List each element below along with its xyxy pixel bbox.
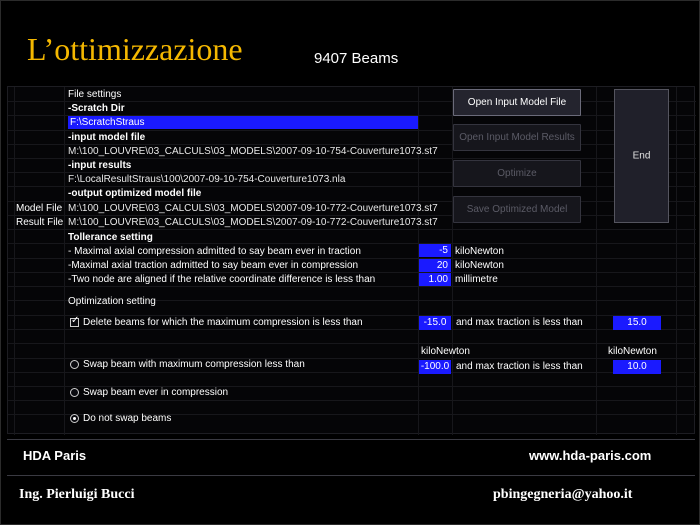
grid-line <box>8 372 696 373</box>
grid-line <box>64 87 65 435</box>
field-max-axial-traction[interactable]: 20 <box>419 259 451 272</box>
label-and-max-traction-1: and max traction is less than <box>456 317 583 328</box>
optimize-button[interactable]: Optimize <box>453 160 581 187</box>
unit-kilonewton-4: kiloNewton <box>608 346 657 357</box>
grid-line <box>8 400 696 401</box>
footer-email[interactable]: pbingegneria@yahoo.it <box>493 487 633 502</box>
label-do-not-swap-beams: Do not swap beams <box>83 413 172 424</box>
field-max-axial-compression[interactable]: -5 <box>419 244 451 257</box>
page-subtitle: 9407 Beams <box>314 50 399 67</box>
footer-divider-bottom <box>7 475 695 476</box>
footer-company: HDA Paris <box>23 448 87 463</box>
grid-line <box>8 215 696 216</box>
grid-line <box>8 101 696 102</box>
grid-line <box>14 87 15 435</box>
label-input-results: -input results <box>68 160 132 171</box>
field-model-file[interactable]: M:\100_LOUVRE\03_CALCULS\03_MODELS\2007-09-10-772-Couverture1073.st7 <box>68 203 438 214</box>
unit-kilonewton-3: kiloNewton <box>421 346 470 357</box>
grid-line <box>8 315 696 316</box>
grid-line <box>8 229 696 230</box>
open-input-model-results-button[interactable]: Open Input Model Results <box>453 124 581 151</box>
field-input-model-file[interactable]: M:\100_LOUVRE\03_CALCULS\03_MODELS\2007-09-10-754-Couverture1073.st7 <box>68 146 438 157</box>
field-result-file[interactable]: M:\100_LOUVRE\03_CALCULS\03_MODELS\2007-09-10-772-Couverture1073.st7 <box>68 217 438 228</box>
end-button[interactable] <box>614 89 669 223</box>
field-delete-traction[interactable]: 15.0 <box>613 316 661 330</box>
label-output-optimized-model-file: -output optimized model file <box>68 188 202 199</box>
field-delete-compression[interactable]: -15.0 <box>419 316 451 330</box>
grid-line <box>8 144 696 145</box>
check-icon: ✓ <box>71 315 80 326</box>
radio-swap-beam-ever-compression[interactable] <box>70 388 79 397</box>
label-swap-beam-max-compression: Swap beam with maximum compression less than <box>83 359 305 370</box>
grid-line <box>8 186 696 187</box>
field-two-node-tolerance[interactable]: 1.00 <box>419 273 451 286</box>
page-title: L’ottimizzazione <box>27 31 243 67</box>
label-input-model-file: -input model file <box>68 132 146 143</box>
grid-line <box>8 286 696 287</box>
radio-swap-beam-max-compression[interactable] <box>70 360 79 369</box>
unit-kilonewton-2: kiloNewton <box>455 260 504 271</box>
unit-millimetre: millimetre <box>455 274 498 285</box>
grid-line <box>8 158 696 159</box>
grid-line <box>676 87 677 435</box>
label-scratch-dir: -Scratch Dir <box>68 103 125 114</box>
footer-divider-top <box>7 439 695 440</box>
open-input-model-file-button[interactable]: Open Input Model File <box>453 89 581 116</box>
grid-line <box>8 343 696 344</box>
grid-line <box>8 201 696 202</box>
footer-website[interactable]: www.hda-paris.com <box>529 448 652 463</box>
label-max-axial-traction: -Maximal axial traction admitted to say beam ever in compression <box>68 260 359 271</box>
footer-person: Ing. Pierluigi Bucci <box>19 487 135 502</box>
radio-selected-dot <box>73 417 76 420</box>
section-file-settings: File settings <box>68 89 122 100</box>
grid-line <box>8 130 696 131</box>
section-optimization-setting: Optimization setting <box>68 296 156 307</box>
label-two-node-aligned: -Two node are aligned if the relative coordinate difference is less than <box>68 274 376 285</box>
end-button-label: End <box>632 150 651 162</box>
field-swap-traction[interactable]: 10.0 <box>613 360 661 374</box>
label-max-axial-compression: - Maximal axial compression admitted to say beam ever in traction <box>68 246 361 257</box>
grid-line <box>8 272 696 273</box>
section-tollerance-setting: Tollerance setting <box>68 232 153 243</box>
label-model-file: Model File <box>16 203 63 214</box>
save-optimized-model-button[interactable]: Save Optimized Model <box>453 196 581 223</box>
optimizer-dialog <box>7 86 695 434</box>
grid-line <box>8 329 696 330</box>
label-delete-beams: Delete beams for which the maximum compression is less than <box>83 317 363 328</box>
label-and-max-traction-2: and max traction is less than <box>456 361 583 372</box>
field-input-results[interactable]: F:\LocalResultStraus\100\2007-09-10-754-Couverture1073.nla <box>68 174 346 185</box>
grid-line <box>8 258 696 259</box>
grid-line <box>8 172 696 173</box>
field-scratch-dir[interactable]: F:\ScratchStraus <box>68 116 418 129</box>
label-swap-beam-ever-compression: Swap beam ever in compression <box>83 387 229 398</box>
radio-do-not-swap-beams[interactable] <box>70 414 79 423</box>
unit-kilonewton-1: kiloNewton <box>455 246 504 257</box>
label-result-file: Result File <box>16 217 64 228</box>
checkbox-delete-beams[interactable] <box>70 315 80 327</box>
grid-line <box>596 87 597 435</box>
field-swap-compression[interactable]: -100.0 <box>420 361 450 372</box>
